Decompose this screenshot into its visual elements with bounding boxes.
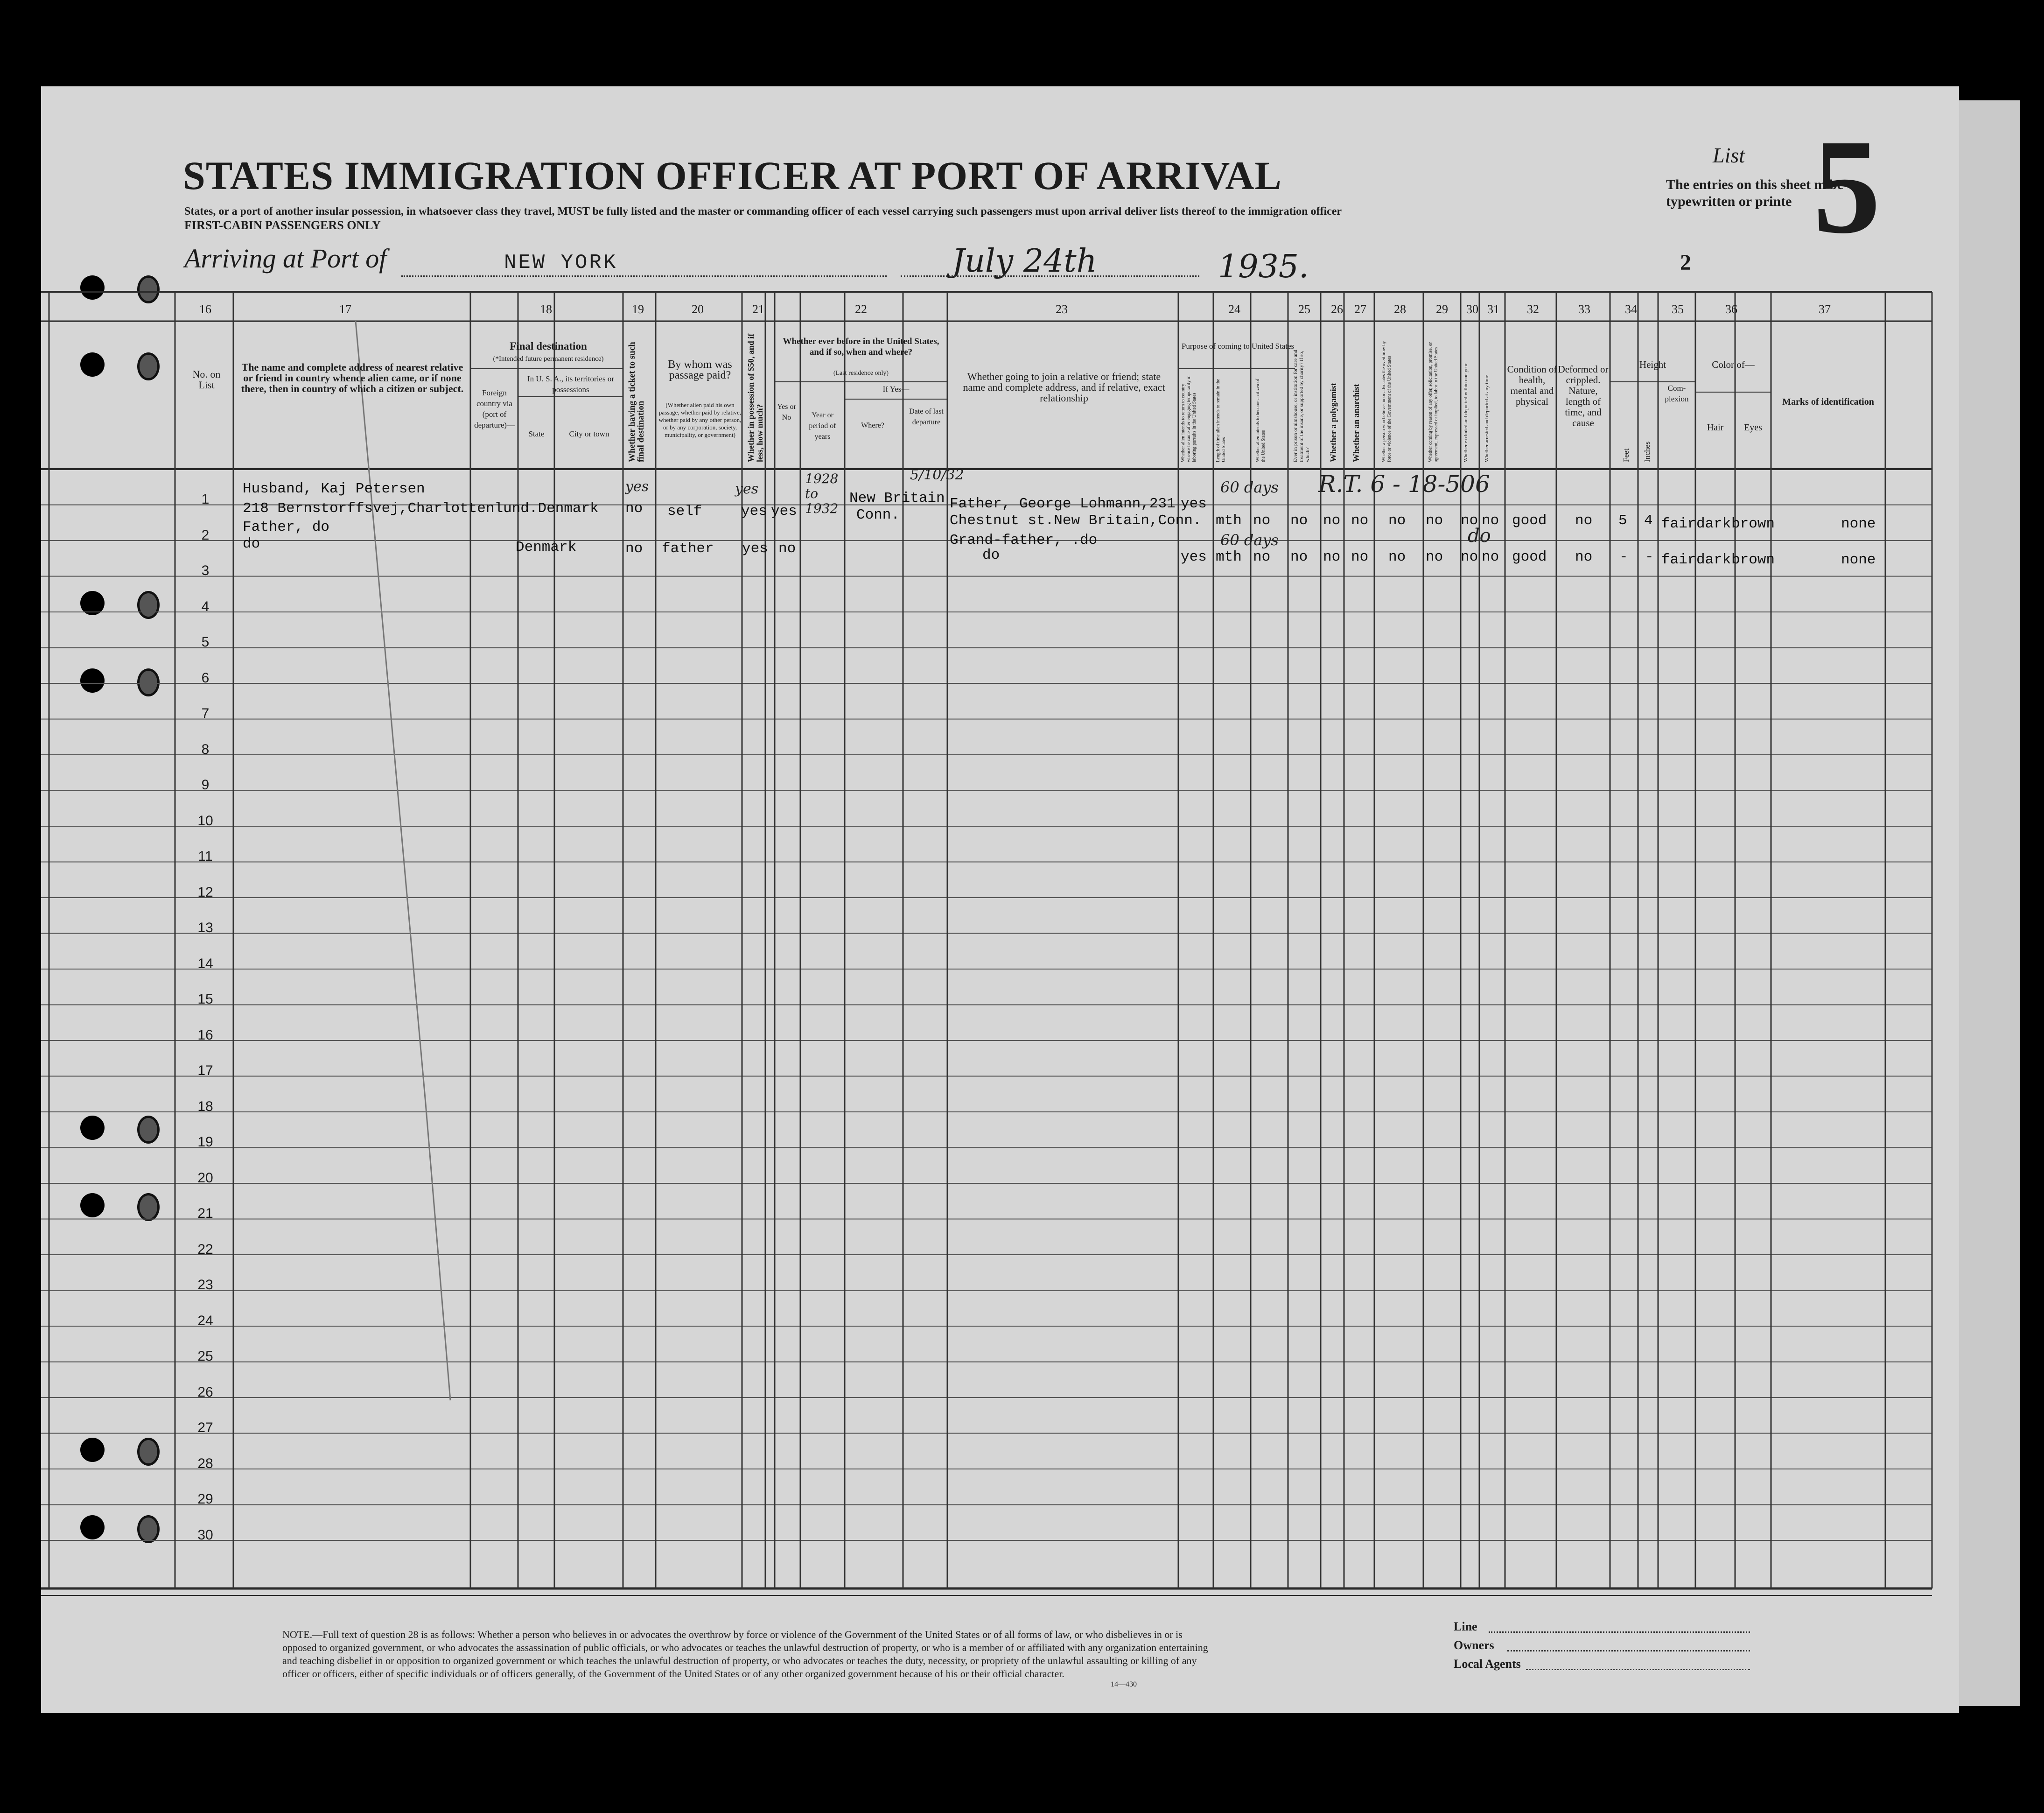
row2-before: no <box>778 541 796 557</box>
row2-inches: - <box>1645 549 1654 565</box>
col-num-17: 17 <box>339 302 351 316</box>
header-passage-paid-sub: (Whether alien paid his own passage, whether paid by relative, whether paid by any other person, or by any corporation, society, municipality, or government) <box>658 401 742 438</box>
row1-relative-address: 218 Bernstorffsvej,Charlottenlund.Denmark <box>243 500 599 517</box>
header-offer-labor: Whether coming by reason of any offer, solicitation, promise, or agreement, expressed or implied, to labor in the United States <box>1428 342 1439 462</box>
row2-citizen: no <box>1253 549 1271 565</box>
row-number: 10 <box>197 813 213 829</box>
col-num-18: 18 <box>540 302 552 316</box>
row2-health: good <box>1512 549 1547 565</box>
header-in-usa: In U. S. A., its territories or possessions <box>527 374 615 394</box>
header-fifty-dollars: Whether in possession of $50, and if less, how much? <box>746 333 764 462</box>
row2-deformed: no <box>1575 549 1593 565</box>
header-anarchist: Whether an anarchist <box>1351 384 1361 462</box>
row1-excluded: no <box>1461 513 1478 529</box>
col-num-20: 20 <box>692 302 704 316</box>
row2-marks: none <box>1841 552 1876 568</box>
row-number: 21 <box>197 1206 213 1221</box>
row-number: 8 <box>201 741 210 757</box>
row1-relative-name: Husband, Kaj Petersen <box>243 481 425 497</box>
col-num-28: 28 <box>1394 302 1406 316</box>
entries-note: The entries on this sheet m be typewritten or printe <box>1666 177 1843 209</box>
line-label: Line <box>1454 1620 1477 1633</box>
list-label: List <box>1713 143 1745 167</box>
row1-eyes: brown <box>1731 516 1775 532</box>
header-overthrow: Whether a person who believes in or advocates the overthrow by force or violence of the Government of the United States <box>1381 341 1392 462</box>
col-num-33: 33 <box>1578 302 1590 316</box>
col-num-21: 21 <box>752 302 764 316</box>
col-num-22: 22 <box>855 302 867 316</box>
row1-polygamist: no <box>1323 513 1341 529</box>
row-number: 23 <box>197 1277 213 1293</box>
col-num-29: 29 <box>1436 302 1448 316</box>
sheet-number: 2 <box>1680 250 1691 275</box>
header-final-destination: Final destination <box>510 340 587 352</box>
row1-join-name: Father, George Lohmann,231 <box>950 496 1176 512</box>
header-deformed: Deformed or crippled. Nature, length of time, and cause <box>1558 364 1609 429</box>
row-number: 13 <box>197 920 213 935</box>
header-arrested: Whether arrested and deported at any time <box>1484 375 1490 462</box>
header-marks: Marks of identification <box>1782 397 1874 407</box>
header-become-citizen: Whether alien intends to become a citizen of the United States <box>1255 379 1266 462</box>
owners-underline <box>1507 1650 1750 1651</box>
row2-return: yes <box>1181 549 1207 565</box>
row1-feet: 5 <box>1618 513 1627 529</box>
row1-join-address: Chestnut st.New Britain,Conn. <box>950 513 1202 529</box>
col-num-34: 34 <box>1625 302 1637 316</box>
header-no-on-list: No. on List <box>192 368 221 391</box>
header-ticket: Whether having a ticket to such final destination <box>627 342 646 462</box>
line-underline <box>1489 1631 1750 1633</box>
col-num-24: 24 <box>1228 302 1240 316</box>
header-eyes: Eyes <box>1744 422 1762 433</box>
local-agents-label: Local Agents <box>1454 1657 1521 1671</box>
header-length-stay: Length of time alien intends to remain in the United States <box>1216 379 1226 462</box>
owners-label: Owners <box>1454 1638 1494 1652</box>
row-number: 9 <box>201 777 210 793</box>
row2-eyes: brown <box>1731 552 1775 568</box>
col-num-35: 35 <box>1672 302 1684 316</box>
arrival-date-handwritten: July 24th <box>952 243 1097 280</box>
handwritten-departure-date: 5/10/32 <box>910 467 964 483</box>
row2-feet: - <box>1619 549 1628 565</box>
header-ever-before: Whether ever before in the United States, and if so, when and where? <box>783 337 939 357</box>
row2-labor: no <box>1426 549 1443 565</box>
row1-complexion: fair <box>1661 516 1696 532</box>
row-number: 29 <box>197 1491 213 1507</box>
row1-health: good <box>1512 513 1547 529</box>
row1-ticket: no <box>625 500 643 517</box>
header-join-relative: Whether going to join a relative or friend; state name and complete address, and if relative, exact relationship <box>963 371 1165 404</box>
header-health: Condition of health, mental and physical <box>1507 364 1557 407</box>
first-cabin-label: FIRST-CABIN PASSENGERS ONLY <box>184 218 381 232</box>
header-passage-paid: By whom was passage paid? <box>668 358 732 381</box>
header-hair: Hair <box>1707 422 1724 433</box>
header-inches: Inches <box>1643 441 1652 462</box>
col-num-37: 37 <box>1819 302 1831 316</box>
form-title: STATES IMMIGRATION OFFICER AT PORT OF ARRIVAL <box>183 153 1282 198</box>
port-value: NEW YORK <box>504 251 618 274</box>
handwritten-ticket-note: yes <box>625 478 649 495</box>
row2-overthrow: no <box>1388 549 1406 565</box>
row-number: 2 <box>201 527 210 543</box>
row1-inches: 4 <box>1644 513 1653 529</box>
row1-deformed: no <box>1575 513 1593 529</box>
row-number: 4 <box>201 598 210 614</box>
header-city: City or town <box>569 429 609 438</box>
row-number: 15 <box>197 991 213 1007</box>
row2-polygamist: no <box>1323 549 1341 565</box>
row-number: 7 <box>201 706 210 721</box>
row-number: 22 <box>197 1241 213 1257</box>
row-number: 20 <box>197 1170 213 1186</box>
header-nearest-relative: The name and complete address of nearest relative or friend in country whence alien came, or if none there, then in country of which a citizen or subject. <box>241 361 464 394</box>
header-state: State <box>528 429 545 438</box>
col-num-27: 27 <box>1354 302 1366 316</box>
header-last-departure: Date of last departure <box>909 408 944 426</box>
col-num-31: 31 <box>1487 302 1499 316</box>
header-yes-or-no: Yes or No <box>777 403 796 422</box>
row1-hair: dark <box>1696 516 1731 532</box>
row-number: 14 <box>197 956 213 971</box>
row2-arrested: no <box>1482 549 1499 565</box>
header-where: Where? <box>861 422 884 429</box>
handwritten-period: 1928 to 1932 <box>805 471 839 516</box>
row-number: 12 <box>197 884 213 900</box>
row2-paid-by: father <box>662 541 714 557</box>
row1-return: yes <box>1181 496 1207 512</box>
header-color-of: Color of— <box>1712 359 1755 370</box>
row2-hair: dark <box>1696 552 1731 568</box>
header-height: Height <box>1639 359 1666 370</box>
row1-before: yes <box>771 503 797 520</box>
arriving-label: Arriving at Port of <box>184 243 387 274</box>
header-if-yes: If Yes— <box>882 385 910 394</box>
row1-anarchist: no <box>1351 513 1369 529</box>
handwritten-length-note-2: 60 days <box>1220 531 1279 549</box>
row1-overthrow: no <box>1388 513 1406 529</box>
header-final-destination-sub: (*Intended future permanent residence) <box>493 355 604 363</box>
row2-anarchist: no <box>1351 549 1369 565</box>
form-subtitle: States, or a port of another insular possession, in whatsoever class they travel, MUST be fully listed and the master or commanding officer of each vessel carrying such passengers must upon arrival deliver lists thereof to the immigration officer <box>184 205 1342 218</box>
header-complexion: Com- plexion <box>1665 384 1689 403</box>
row2-complexion: fair <box>1661 552 1696 568</box>
row1-length: mth <box>1216 513 1242 529</box>
col-num-16: 16 <box>199 302 211 316</box>
agents-underline <box>1526 1669 1750 1670</box>
row-number: 3 <box>201 563 210 578</box>
handwritten-length-note: 60 days <box>1220 478 1279 496</box>
row-number: 11 <box>198 849 213 864</box>
row-number: 17 <box>197 1063 213 1078</box>
row1-labor: no <box>1426 513 1443 529</box>
handwritten-reference: R.T. 6 - 18-506 <box>1318 471 1490 498</box>
list-number: 5 <box>1813 112 1881 261</box>
row1-where-state: Conn. <box>856 507 900 523</box>
col-num-19: 19 <box>632 302 644 316</box>
row-number: 30 <box>197 1527 213 1543</box>
row-number: 27 <box>197 1420 213 1435</box>
row2-state: Denmark <box>516 539 577 555</box>
header-purpose: Purpose of coming to United States <box>1181 342 1295 351</box>
row2-relative-name: Father, do <box>243 519 330 535</box>
handwritten-money-note: yes <box>735 481 759 497</box>
row2-join-name: Grand-father, .do <box>950 532 1098 548</box>
row-number: 1 <box>201 492 210 507</box>
header-polygamist: Whether a polygamist <box>1329 383 1338 462</box>
row2-relative-address: do <box>243 536 260 552</box>
row2-join-address: do <box>982 547 1000 563</box>
col-num-30: 30 <box>1466 302 1478 316</box>
row-number: 24 <box>197 1313 213 1328</box>
row-number: 18 <box>197 1098 213 1114</box>
row-number: 19 <box>197 1134 213 1150</box>
header-last-residence: (Last residence only) <box>833 370 889 377</box>
row1-arrested: no <box>1482 513 1499 529</box>
col-num-25: 25 <box>1298 302 1310 316</box>
row-number: 6 <box>201 670 210 686</box>
row2-ticket: no <box>625 541 643 557</box>
row-number: 26 <box>197 1384 213 1400</box>
row-number: 28 <box>197 1455 213 1471</box>
row2-prison: no <box>1290 549 1308 565</box>
col-num-23: 23 <box>1056 302 1068 316</box>
footnote-question-28: NOTE.—Full text of question 28 is as follows: Whether a person who believes in or advocates the overthrow by force or violence of the Government of the United States or of all forms of law, or who disbelieves in or is opposed to organized government, or who advocates the assassination of public officials, or who advocates or teaches the unlawful destruction of property, or who is a member of or affiliated with any organization entertaining and teaching disbelief in or opposition to organized government or which teaches the unlawful destruction of property, or who advocates or teaches the duty, necessity, or propriety of the unlawful assaulting or killing of any officer or officers, either of specific individuals or of officers generally, of the Government of the United States or of any other organized government because of his or their official character. <box>282 1629 1208 1679</box>
header-intends-return: Whether alien intends to return to country whence he came after engaging temporarily in laboring pursuits in the United States <box>1181 375 1197 462</box>
header-period: Year or period of years <box>809 411 836 441</box>
header-feet: Feet <box>1622 448 1631 462</box>
header-foreign-country: Foreign country via (port of departure)— <box>474 388 515 429</box>
row2-money: yes <box>742 541 768 557</box>
row1-where: New Britain <box>849 490 945 506</box>
row1-money: yes <box>741 503 767 520</box>
handwritten-ditto: do <box>1468 525 1491 547</box>
col-num-26: 26 <box>1331 302 1343 316</box>
col-num-32: 32 <box>1527 302 1539 316</box>
header-excluded: Whether excluded and deported within one year <box>1463 363 1469 462</box>
row-number: 16 <box>197 1027 213 1043</box>
row1-prison: no <box>1290 513 1308 529</box>
form-number: 14—430 <box>1111 1680 1137 1688</box>
row1-paid-by: self <box>667 503 702 520</box>
row-number: 25 <box>197 1349 213 1364</box>
row1-citizen: no <box>1253 513 1271 529</box>
row2-excluded: no <box>1461 549 1478 565</box>
col-num-36: 36 <box>1725 302 1737 316</box>
row1-marks: none <box>1841 516 1876 532</box>
row-number: 5 <box>201 634 210 650</box>
arrival-year: 1935. <box>1218 248 1309 285</box>
row2-length: mth <box>1216 549 1242 565</box>
header-prison: Ever in prison or almshouse, or institution for care and treatment of the insane, or supported by charity? If so, which? <box>1293 350 1310 462</box>
